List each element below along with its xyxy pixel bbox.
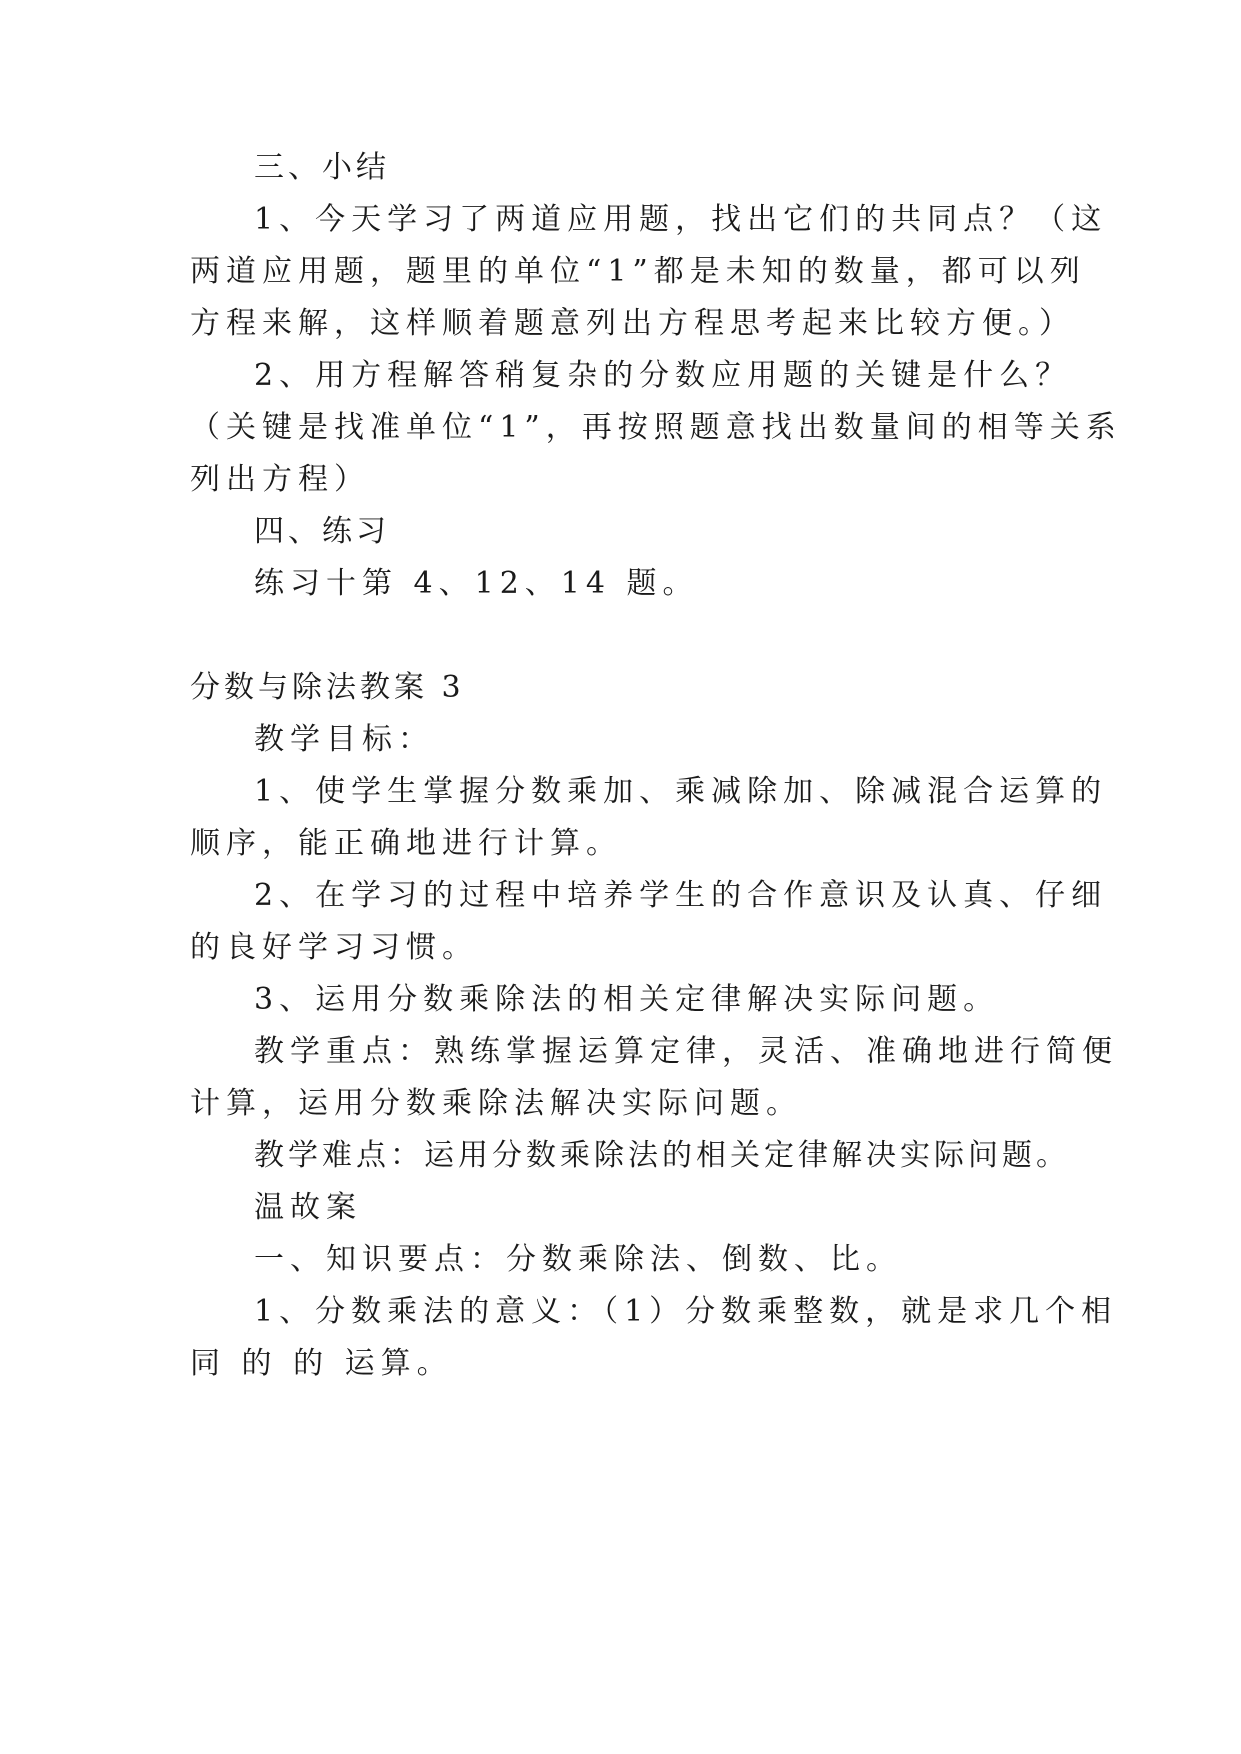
meaning-line-1: 1、分数乘法的意义：（1）分数乘整数，就是求几个相 (254, 1294, 1118, 1329)
summary-item-1-line-1: 1、今天学习了两道应用题，找出它们的共同点？（这 (254, 202, 1108, 237)
objective-2-line-2: 的良好学习习惯。 (190, 930, 478, 965)
knowledge-points: 一、知识要点：分数乘除法、倒数、比。 (254, 1242, 902, 1277)
lesson-title: 分数与除法教案 3 (190, 670, 465, 705)
key-point-line-1: 教学重点：熟练掌握运算定律，灵活、准确地进行简便 (254, 1034, 1118, 1069)
section-heading-practice: 四、练习 (254, 514, 390, 549)
summary-item-2-line-2: （关键是找准单位“1”，再按照题意找出数量间的相等关系 (190, 410, 1122, 445)
key-point-line-2: 计算，运用分数乘除法解决实际问题。 (190, 1086, 802, 1121)
section-heading-summary: 三、小结 (254, 150, 390, 185)
summary-item-2-line-3: 列出方程） (190, 462, 370, 497)
summary-item-1-line-2: 两道应用题，题里的单位“1”都是未知的数量，都可以列 (190, 254, 1086, 289)
objective-2-line-1: 2、在学习的过程中培养学生的合作意识及认真、仔细 (254, 878, 1108, 913)
objective-1-line-1: 1、使学生掌握分数乘加、乘减除加、除减混合运算的 (254, 774, 1108, 809)
difficulty-line: 教学难点：运用分数乘除法的相关定律解决实际问题。 (254, 1138, 1070, 1173)
objective-3: 3、运用分数乘除法的相关定律解决实际问题。 (254, 982, 1000, 1017)
review-heading: 温故案 (254, 1190, 362, 1225)
practice-text: 练习十第 4、12、14 题。 (254, 566, 699, 601)
objective-1-line-2: 顺序，能正确地进行计算。 (190, 826, 622, 861)
objectives-heading: 教学目标： (254, 722, 434, 757)
meaning-line-2: 同 的 的 运算。 (190, 1346, 453, 1381)
summary-item-2-line-1: 2、用方程解答稍复杂的分数应用题的关键是什么？ (254, 358, 1072, 393)
summary-item-1-line-3: 方程来解，这样顺着题意列出方程思考起来比较方便。） (190, 306, 1075, 341)
